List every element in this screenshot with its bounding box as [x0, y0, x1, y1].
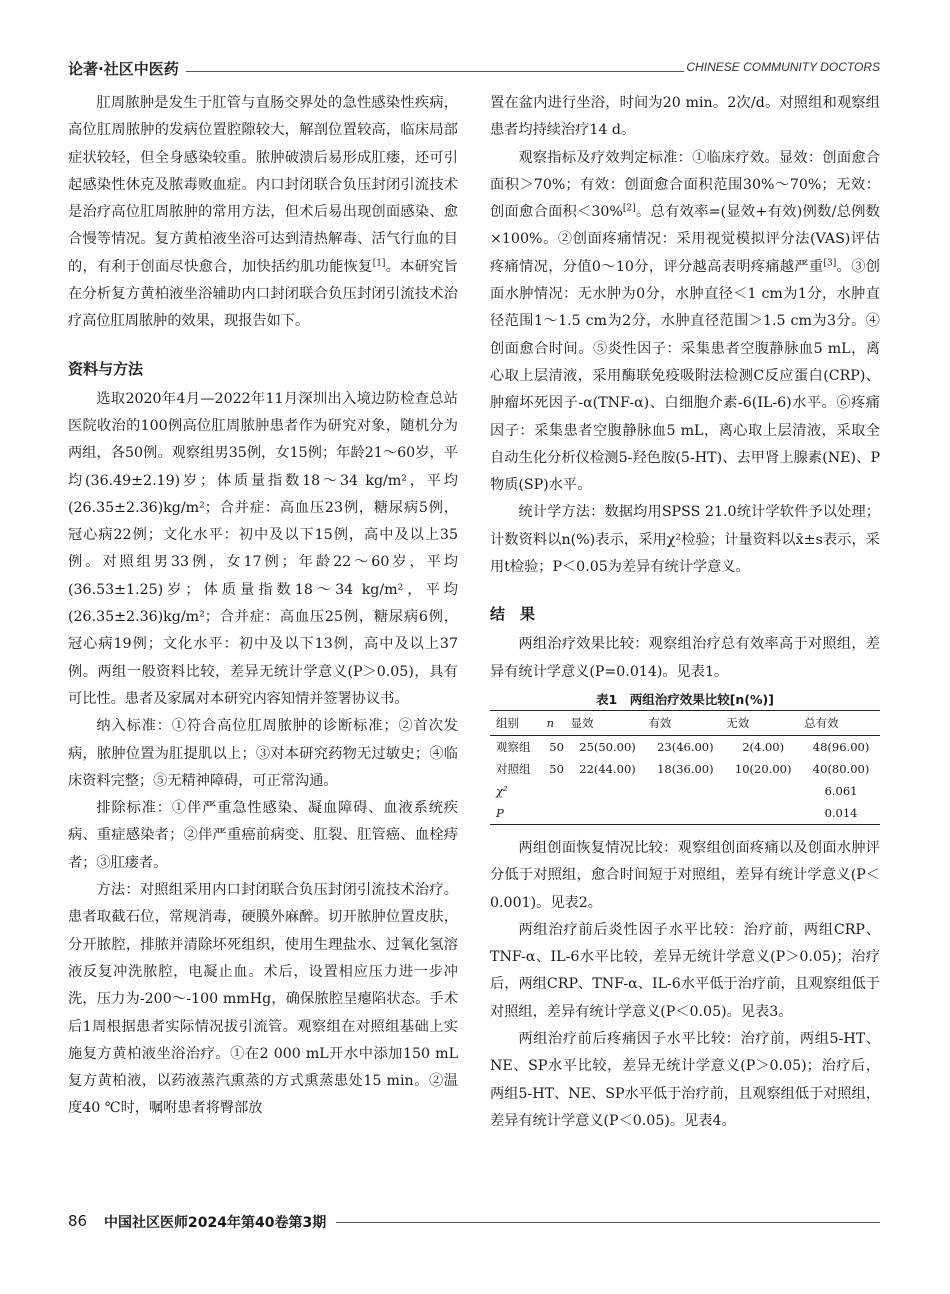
- page-footer: [68, 1212, 880, 1232]
- table1-header-total: 总有效: [802, 710, 880, 735]
- inclusion-paragraph: 纳入标准：①符合高位肛周脓肿的诊断标准；②首次发病，脓肿位置为肛提肌以上；③对本研究药物无过敏史；④临床资料完整；⑤无精神障碍，可正常沟通。: [68, 718, 458, 789]
- intro-paragraph: 肛周脓肿是发生于肛管与直肠交界处的急性感染性疾病，高位肛周脓肿的发病位置腔隙较大，解剖位置较高，临床局部症状较轻，但全身感染较重。脓肿破溃后易形成肛瘘，还可引起感染性休克及脓毒败血症。内口封闭联合负压封闭引流技术是治疗高位肛周脓肿的常用方法，但术后易出现创面感染、愈合慢等情况。复方黄柏液坐浴可达到清热解毒、活气行血的目的，有利于创面尽快愈合，加快括约肌功能恢复[1]。本研究旨在分析复方黄柏液坐浴辅助内口封闭联合负压封闭引流技术治疗高位肛周脓肿的效果，现报告如下。: [68, 95, 458, 330]
- journal-name-en: CHINESE COMMUNITY DOCTORS: [686, 60, 880, 74]
- table1-header-effective: 有效: [646, 710, 724, 735]
- result-paragraph-1: 两组治疗效果比较：观察组治疗总有效率高于对照组，差异有统计学意义(P=0.014)。见表1。: [490, 636, 880, 680]
- citation-2: [2]: [622, 203, 636, 214]
- subjects-paragraph: 选取2020年4月—2022年11月深圳出入境边防检查总站医院收治的100例高位肛周脓肿患者作为研究对象，随机分为两组，各50例。观察组男35例，女15例；年龄21～60岁，平均(36.49±2.19)岁；体质量指数18～34 kg/m²，平均(26.35±2.36)kg/m²；合并症：高血压23例，糖尿病5例，冠心病22例；文化水平：初中及以下15例，高中及以上35例。对照组男33例，女17例；年龄22～60岁，平均(36.53±1.25)岁；体质量指数18～34 kg/m²，平均(26.35±2.36)kg/m²；合并症：高血压25例，糖尿病6例，冠心病19例；文化水平：初中及以下13例，高中及以上37例。两组一般资料比较，差异无统计学意义(P＞0.05)，具有可比性。患者及家属对本研究内容知情并签署协议书。: [68, 390, 458, 707]
- exclusion-paragraph: 排除标准：①伴严重急性感染、凝血障碍、血液系统疾病、重症感染者；②伴严重癌前病变、肛裂、肛管癌、血栓痔者；③肛瘘者。: [68, 800, 458, 871]
- table-row: 对照组 50 22(44.00) 18(36.00) 10(20.00) 40(80.00): [496, 761, 870, 776]
- left-column: [68, 90, 458, 1123]
- table-row: χ² 6.061: [496, 783, 858, 798]
- table1-header-marked: 显效: [569, 710, 647, 735]
- footer-rule: [336, 1222, 880, 1223]
- table-row: P 0.014: [490, 802, 880, 825]
- method-paragraph: 方法：对照组采用内口封闭联合负压封闭引流技术治疗。患者取截石位，常规消毒，硬膜外麻醉。切开脓肿位置皮肤，分开脓腔，排脓并清除坏死组织，使用生理盐水、过氧化氢溶液反复冲洗脓腔，电凝止血。术后，设置相应压力进一步冲洗，压力为-200～-100 mmHg，确保脓腔呈瘪陷状态。手术后1周根据患者实际情况拔引流管。观察组在对照组基础上实施复方黄柏液坐浴治疗。①在2 000 mL开水中添加150 mL复方黄柏液，以药液蒸汽熏蒸的方式熏蒸患处15 min。②温度40 ℃时，嘱咐患者将臀部放: [68, 882, 458, 1117]
- table1-title: 表1 两组治疗效果比较[n(%)]: [596, 691, 774, 707]
- heading-methods: 资料与方法: [68, 359, 144, 378]
- indicators-paragraph: 观察指标及疗效判定标准：①临床疗效。显效：创面愈合面积＞70%；有效：创面愈合面积范围30%～70%；无效：创面愈合面积＜30%[2]。总有效率=(显效+有效)例数/总例数×100%。②创面疼痛情况：采用视觉模拟评分法(VAS)评估疼痛情况，分值0～10分，评分越高表明疼痛越严重[3]。③创面水肿情况：无水肿为0分，水肿直径＜1 cm为1分，水肿直径范围1～1.5 cm为2分，水肿直径范围＞1.5 cm为3分。④创面愈合时间。⑤炎性因子：采集患者空腹静脉血5 mL，离心取上层清液，采用酶联免疫吸附法检测C反应蛋白(CRP)、肿瘤坏死因子-α(TNF-α)、白细胞介素-6(IL-6)水平。⑥疼痛因子：采集患者空腹静脉血5 mL，离心取上层清液，采取全自动生化分析仪检测5-羟色胺(5-HT)、去甲肾上腺素(NE)、P物质(SP)水平。: [490, 149, 880, 494]
- method-continued-paragraph: 置在盆内进行坐浴，时间为20 min。2次/d。对照组和观察组患者均持续治疗14 d。: [490, 95, 880, 139]
- table1-header-ineffective: 无效: [724, 710, 802, 735]
- heading-results: 结 果: [490, 605, 536, 624]
- journal-issue: 中国社区医师2024年第40卷第3期: [104, 1215, 327, 1231]
- page-number: 86: [68, 1212, 88, 1230]
- table1-header-n: n: [545, 710, 569, 735]
- header-rule: [186, 71, 684, 72]
- result-paragraph-2: 两组创面恢复情况比较：观察组创面疼痛以及创面水肿评分低于对照组，愈合时间短于对照组，差异有统计学意义(P＜0.001)。见表2。: [490, 839, 880, 911]
- stats-paragraph: 统计学方法：数据均用SPSS 21.0统计学软件予以处理；计数资料以n(%)表示，采用χ²检验；计量资料以x̄±s表示，采用t检验；P＜0.05为差异有统计学意义。: [490, 504, 880, 576]
- citation-3: [3]: [823, 258, 837, 269]
- citation-1: [1]: [372, 258, 386, 269]
- result-paragraph-4: 两组治疗前后疼痛因子水平比较：治疗前，两组5-HT、NE、SP水平比较，差异无统计学意义(P＞0.05)；治疗后，两组5-HT、NE、SP水平低于治疗前，且观察组低于对照组，差异有统计学意义(P＜0.05)。见表4。: [490, 1031, 880, 1129]
- table1-header-group: 组别: [490, 710, 545, 735]
- page-header: [68, 58, 880, 80]
- result-paragraph-3: 两组治疗前后炎性因子水平比较：治疗前，两组CRP、TNF-α、IL-6水平比较，差异无统计学意义(P＞0.05)；治疗后，两组CRP、TNF-α、IL-6水平低于治疗前，且观察组低于对照组，差异有统计学意义(P＜0.05)。见表3。: [490, 921, 880, 1020]
- section-label: 论著·社区中医药: [68, 60, 179, 78]
- right-column: [490, 90, 880, 1135]
- table-row: 观察组 50 25(50.00) 23(46.00) 2(4.00) 48(96.00): [496, 739, 870, 754]
- table1: [490, 710, 880, 825]
